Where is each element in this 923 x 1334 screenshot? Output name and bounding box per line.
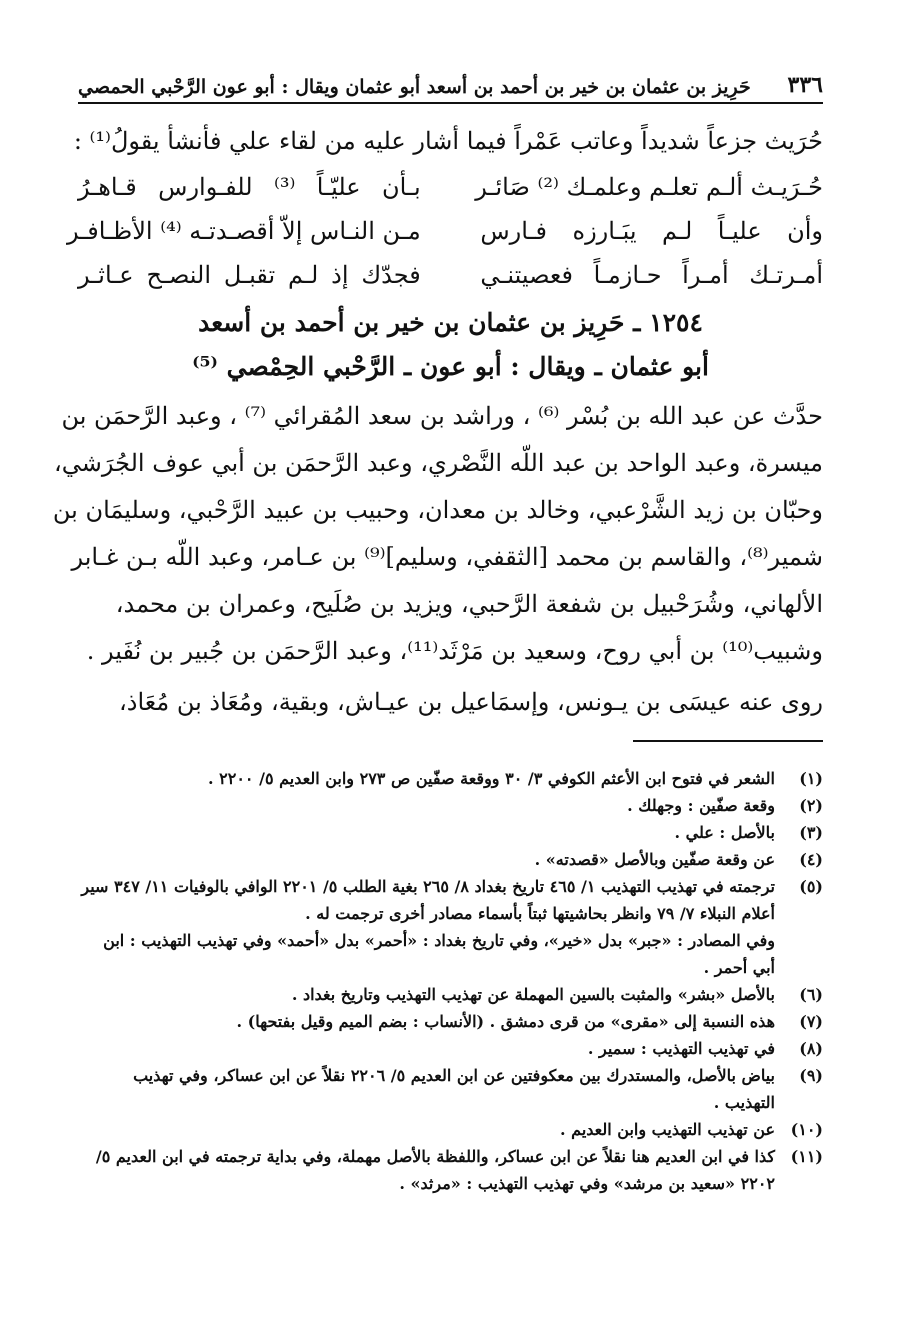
footnote bbox=[78, 792, 823, 819]
paragraph-transmitters: روى عنه عيسَى بن يـونس، وإسمَاعيل بن عيـاش، وبقية، ومُعَاذ بن مُعَاذ، bbox=[119, 688, 823, 716]
footnote-divider bbox=[633, 740, 823, 742]
footnote-text: في تهذيب التهذيب : سمير . bbox=[587, 1039, 775, 1058]
footnote-text: وقعة صفّين : وجهلك . bbox=[627, 796, 775, 815]
poem bbox=[67, 165, 823, 297]
entry-subtitle: أبو عثمان ـ ويقال : أبو عون ـ الرَّحْبي الحِمْصي ⁽⁵⁾ bbox=[192, 352, 709, 381]
footnote-number: (٩) bbox=[799, 1066, 823, 1085]
footnote bbox=[78, 873, 823, 927]
footnote bbox=[78, 1143, 823, 1197]
footnote-text: عن تهذيب التهذيب وابن العديم . bbox=[560, 1120, 775, 1139]
paragraph-narrators bbox=[52, 393, 823, 675]
footnote-number: (١٠) bbox=[790, 1120, 823, 1139]
footnote-number: (٥) bbox=[799, 877, 823, 896]
footnote bbox=[78, 1062, 823, 1116]
footnote bbox=[78, 1035, 823, 1062]
footnote-number: (٨) bbox=[799, 1039, 823, 1058]
verse-first-hemistich: أمـرتـك أمـراً حـازمـاً فعصيتنـي bbox=[480, 261, 823, 289]
footnote-text: عن وقعة صفّين وبالأصل «قصدته» . bbox=[534, 850, 775, 869]
page-number: ٣٣٦ bbox=[787, 72, 823, 98]
verse-second-hemistich: بـأن عليّـاً ⁽³⁾ للفـوارس قـاهـرُ bbox=[78, 173, 421, 201]
entry-title: ١٢٥٤ ـ حَرِيز بن عثمان بن خير بن أحمد بن أسعد bbox=[198, 308, 703, 337]
footnote-text: كذا في ابن العديم هنا نقلاً عن ابن عساكر، واللفظة بالأصل مهملة، وفي بداية ترجمته في ابن العديم ٥/ ٢٢٠٢ «سعيد بن مرشد» وفي تهذيب التهذيب : «مرثد» . bbox=[95, 1147, 775, 1193]
footnotes bbox=[78, 765, 823, 1197]
paragraph-line: ميسرة، وعبد الواحد بن عبد اللّه النَّصْري، وعبد الرَّحمَن بن أبي عوف الجُرَشي، bbox=[54, 449, 823, 477]
footnote-number: (١١) bbox=[790, 1147, 823, 1166]
footnote bbox=[78, 981, 823, 1008]
footnote-number: (١) bbox=[799, 769, 823, 788]
footnote-text: هذه النسبة إلى «مقرى» من قرى دمشق . (الأنساب : بضم الميم وقيل بفتحها) . bbox=[236, 1012, 775, 1031]
footnote-text: الشعر في فتوح ابن الأعثم الكوفي ٣/ ٣٠ ووقعة صفّين ص ٢٧٣ وابن العديم ٥/ ٢٢٠٠ . bbox=[208, 769, 775, 788]
poem-verse bbox=[67, 209, 823, 253]
footnote bbox=[78, 1008, 823, 1035]
footnote bbox=[78, 846, 823, 873]
verse-first-hemistich: حُـرَيـث ألـم تعلـم وعلمـك ⁽²⁾ صَائـر bbox=[475, 173, 823, 201]
running-title: حَرِيز بن عثمان بن خير بن أحمد بن أسعد أبو عثمان ويقال : أبو عون الرَّحْبي الحمصي bbox=[78, 76, 751, 98]
paragraph-line: وشبيب⁽¹⁰⁾ بن أبي روح، وسعيد بن مَرْثَد⁽¹¹⁾، وعبد الرَّحمَن بن جُبير بن نُفَير . bbox=[86, 637, 823, 665]
paragraph-line: حدَّث عن عبد الله بن بُسْر ⁽⁶⁾ ، وراشد بن سعد المُقرائي ⁽⁷⁾ ، وعبد الرَّحمَن بن bbox=[61, 402, 823, 430]
poem-verse bbox=[78, 253, 823, 297]
footnote bbox=[78, 819, 823, 846]
footnote-text: بالأصل «بشر» والمثبت بالسين المهملة عن تهذيب التهذيب وتاريخ بغداد . bbox=[291, 985, 775, 1004]
footnote-number: (٤) bbox=[799, 850, 823, 869]
footnote-text: بياض بالأصل، والمستدرك بين معكوفتين عن ابن العديم ٥/ ٢٢٠٦ نقلاً عن ابن عساكر، وفي تهذيب التهذيب . bbox=[133, 1066, 775, 1112]
footnote-number bbox=[775, 927, 823, 981]
footnote-text: وفي المصادر : «جبر» بدل «خير»، وفي تاريخ بغداد : «أحمر» بدل «أحمد» وفي تهذيب التهذيب : ابن أبي أحمر . bbox=[103, 931, 775, 977]
paragraph-line: وحبّان بن زيد الشَّرْعبي، وخالد بن معدان، وحبيب بن عبيد الرَّحْبي، وسليمَان بن bbox=[52, 496, 823, 524]
footnote-number: (٣) bbox=[799, 823, 823, 842]
footnote-number: (٦) bbox=[799, 985, 823, 1004]
paragraph-line: الألهاني، وشُرَحْبيل بن شفعة الرَّحبي، ويزيد بن صُلَيح، وعمران بن محمد، bbox=[115, 590, 823, 618]
page-header bbox=[78, 58, 823, 104]
footnote bbox=[78, 1116, 823, 1143]
verse-second-hemistich: مـن النـاس إلاّ أقصـدتـه ⁽⁴⁾ الأظـافـر bbox=[67, 217, 421, 245]
footnote-number: (٧) bbox=[799, 1012, 823, 1031]
main-text bbox=[52, 118, 823, 726]
verse-second-hemistich: فجدّك إذ لـم تقبـل النصـح عـاثـر bbox=[78, 261, 421, 289]
footnote bbox=[78, 765, 823, 792]
verse-first-hemistich: وأن عليـاً لـم يبَـارزه فـارس bbox=[480, 217, 823, 245]
footnote-text: بالأصل : علي . bbox=[674, 823, 775, 842]
paragraph-line: شمير⁽⁸⁾، والقاسم بن محمد [الثقفي، وسليم]⁽⁹⁾ بن عـامر، وعبد اللّه بـن غـابر bbox=[71, 543, 823, 571]
footnote bbox=[78, 927, 823, 981]
intro-line: حُرَيث جزعاً شديداً وعاتب عَمْراً فيما أشار عليه من لقاء علي فأنشأ يقولُ⁽¹⁾ : bbox=[73, 127, 823, 155]
footnote-text: ترجمته في تهذيب التهذيب ١/ ٤٦٥ تاريخ بغداد ٨/ ٢٦٥ بغية الطلب ٥/ ٢٢٠١ الوافي بالوفيات ١١/ ٣٤٧ سير أعلام النبلاء ٧/ ٧٩ وانظر بحاشيتها ثبتاً بأسماء مصادر أخرى ترجمت له . bbox=[81, 877, 775, 923]
poem-verse bbox=[78, 165, 823, 209]
footnote-number: (٢) bbox=[799, 796, 823, 815]
